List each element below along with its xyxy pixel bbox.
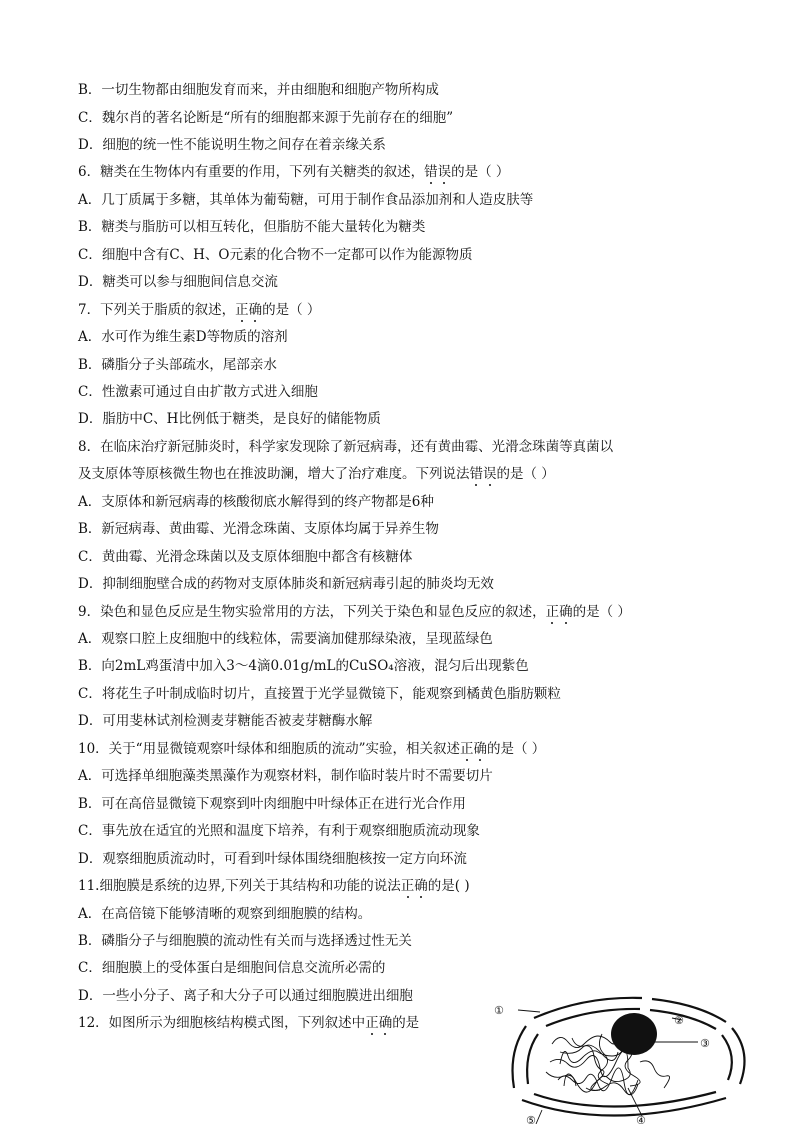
question-stem: 12．如图所示为细胞核结构模式图，下列叙述中 xyxy=(78,1015,366,1032)
line-q8d: D．抑制细胞壁合成的药物对支原体肺炎和新冠病毒引起的肺炎均无效 xyxy=(78,576,494,593)
question-tail: 的是（ ） xyxy=(451,164,510,181)
line-q5d: D．细胞的统一性不能说明生物之间存在着亲缘关系 xyxy=(78,136,386,153)
line-q8a: A．支原体和新冠病毒的核酸彻底水解得到的终产物都是6种 xyxy=(78,493,434,510)
label-3: ③ xyxy=(700,1037,710,1050)
line-q9 xyxy=(78,603,728,621)
label-5: ⑤ xyxy=(526,1114,536,1124)
line-q6 xyxy=(78,163,728,181)
line-q11d: D．一些小分子、离子和大分子可以通过细胞膜进出细胞 xyxy=(78,987,413,1004)
line-q8c: C．黄曲霉、光滑念珠菌以及支原体细胞中都含有核糖体 xyxy=(78,548,413,565)
emphasis-char: 确 xyxy=(248,301,263,318)
emphasis-char: 正 xyxy=(365,1015,379,1032)
line-q9d: D．可用斐林试剂检测麦芽糖能否被麦芽糖酶水解 xyxy=(78,713,373,730)
line-q8: 8．在临床治疗新冠肺炎时，科学家发现除了新冠病毒，还有黄曲霉、光滑念珠菌等真菌以 xyxy=(78,438,614,455)
question-tail: 的是（ ） xyxy=(572,603,631,620)
question-tail: 的是（ ） xyxy=(262,301,321,318)
question-tail: 的是（ ） xyxy=(486,740,546,757)
question-stem: 10．关于“用显微镜观察叶绿体和细胞质的流动”实验，相关叙述 xyxy=(78,740,460,757)
question-stem: 6．糖类在生物体内有重要的作用，下列有关糖类的叙述， xyxy=(78,164,425,181)
line-q10d: D．观察细胞质流动时，可看到叶绿体围绕细胞核按一定方向环流 xyxy=(78,850,467,867)
line-q9b: B．向2mL鸡蛋清中加入3～4滴0.01g/mL的CuSO₄溶液，混匀后出现紫色 xyxy=(78,658,529,675)
leader-5 xyxy=(536,1110,542,1124)
emphasis-char: 错 xyxy=(469,466,483,483)
line-q10 xyxy=(78,740,728,758)
emphasis-char: 确 xyxy=(473,740,487,757)
line-q8b: B．新冠病毒、黄曲霉、光滑念珠菌、支原体均属于异养生物 xyxy=(78,521,439,538)
emphasis-char: 正 xyxy=(235,301,249,318)
line-q5c: C．魏尔肖的著名论断是“所有的细胞都来源于先前存在的细胞” xyxy=(78,109,454,126)
envelope-inner-bottom xyxy=(534,1092,716,1107)
line-q7d: D．脂肪中C、H比例低于糖类，是良好的储能物质 xyxy=(78,411,381,428)
line-q11 xyxy=(78,877,728,895)
line-q9a: A．观察口腔上皮细胞中的线粒体，需要滴加健那绿染液，呈现蓝绿色 xyxy=(78,631,493,647)
line-q7b: B．磷脂分子头部疏水，尾部亲水 xyxy=(78,356,277,373)
line-q7c: C．性激素可通过自由扩散方式进入细胞 xyxy=(78,383,318,400)
line-q7a: A．水可作为维生素D等物质的溶剂 xyxy=(78,329,288,345)
line-q11a: A．在高倍镜下能够清晰的观察到细胞膜的结构。 xyxy=(78,905,372,922)
emphasis-char: 误 xyxy=(483,466,497,483)
emphasis-char: 正 xyxy=(459,740,474,757)
leader-4 xyxy=(628,1088,642,1116)
envelope-inner-right xyxy=(722,1035,732,1080)
emphasis-char: 确 xyxy=(414,878,428,894)
emphasis-char: 确 xyxy=(378,1015,393,1032)
label-1: ① xyxy=(494,1004,504,1017)
line-q6a: A．几丁质属于多糖，其单体为葡萄糖，可用于制作食品添加剂和人造皮肤等 xyxy=(78,191,534,208)
envelope-outer-right xyxy=(732,1028,745,1084)
line-q10b: B．可在高倍显微镜下观察到叶肉细胞中叶绿体正在进行光合作用 xyxy=(78,795,466,812)
line-q8x xyxy=(78,465,728,483)
label-4: ④ xyxy=(636,1114,646,1124)
question-tail: 的是（ ） xyxy=(496,466,555,483)
line-q10a: A．可选择单细胞藻类黑藻作为观察材料，制作临时装片时不需要切片 xyxy=(78,768,493,785)
nucleolus xyxy=(611,1013,657,1055)
label-2: ② xyxy=(674,1014,684,1027)
line-q11c: C．细胞膜上的受体蛋白是细胞间信息交流所必需的 xyxy=(78,960,386,977)
emphasis-char: 错 xyxy=(424,164,438,181)
question-stem: 7．下列关于脂质的叙述， xyxy=(78,301,236,318)
question-tail: 的是 xyxy=(392,1015,420,1032)
emphasis-char: 正 xyxy=(545,603,560,620)
line-q10c: C．事先放在适宜的光照和温度下培养，有利于观察细胞质流动现象 xyxy=(78,823,480,840)
envelope-outer-left xyxy=(513,1026,527,1088)
leader-1 xyxy=(518,1010,540,1012)
nucleus-structure-diagram xyxy=(490,992,790,1124)
emphasis-char: 确 xyxy=(559,603,573,620)
line-q6d: D．糖类可以参与细胞间信息交流 xyxy=(78,274,278,291)
line-q11b: B．磷脂分子与细胞膜的流动性有关而与选择透过性无关 xyxy=(78,932,412,949)
emphasis-char: 正 xyxy=(400,878,415,894)
line-q7 xyxy=(78,301,728,319)
question-stem: 9．染色和显色反应是生物实验常用的方法，下列关于染色和显色反应的叙述， xyxy=(78,603,546,620)
line-q6c: C．细胞中含有C、H、O元素的化合物不一定都可以作为能源物质 xyxy=(78,246,473,263)
question-stem: 11.细胞膜是系统的边界,下列关于其结构和功能的说法 xyxy=(78,878,401,894)
line-q6b: B．糖类与脂肪可以相互转化，但脂肪不能大量转化为糖类 xyxy=(78,219,426,236)
question-tail: 的是( ) xyxy=(427,878,470,894)
line-q9c: C．将花生子叶制成临时切片，直接置于光学显微镜下，能观察到橘黄色脂肪颗粒 xyxy=(78,685,561,702)
envelope-inner-left xyxy=(527,1034,538,1084)
emphasis-char: 误 xyxy=(437,164,452,181)
line-q5b: B．一切生物都由细胞发育而来，并由细胞和细胞产物所构成 xyxy=(78,82,439,98)
question-stem: 及支原体等原核微生物也在推波助澜，增大了治疗难度。下列说法 xyxy=(78,466,470,483)
